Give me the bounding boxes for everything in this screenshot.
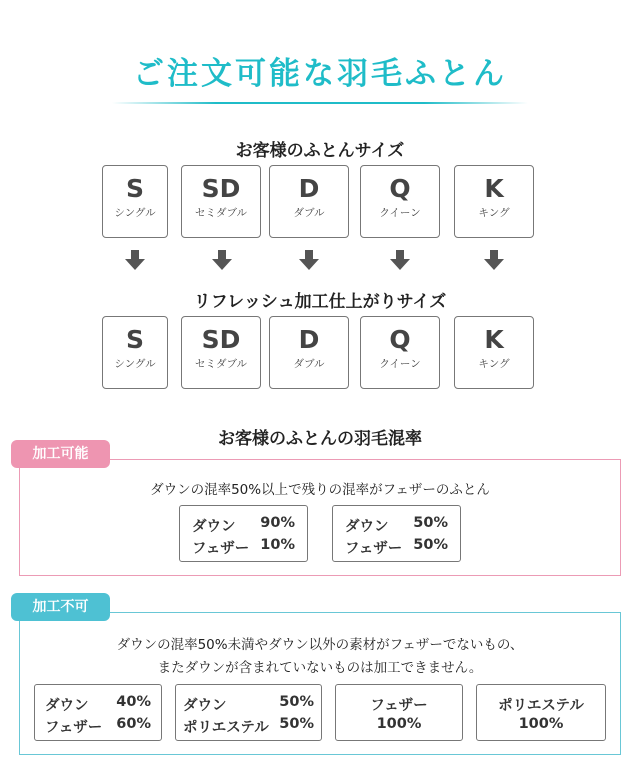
ratio-label: ポリエステル bbox=[183, 720, 269, 736]
ratio-box bbox=[175, 684, 322, 741]
size-code: Q bbox=[389, 325, 411, 354]
ratio-value: 10% bbox=[260, 537, 295, 553]
not-processable-panel bbox=[19, 612, 621, 755]
refresh-size-row bbox=[0, 316, 640, 392]
ratio-label: フェザー bbox=[45, 720, 103, 736]
customer-size-heading: お客様のふとんサイズ bbox=[235, 141, 405, 161]
size-box-s bbox=[102, 165, 168, 238]
size-code: Q bbox=[389, 174, 411, 203]
ratio-label: ポリエステル bbox=[498, 698, 584, 714]
ratio-label: ダウン bbox=[345, 519, 389, 535]
not-processable-tag: 加工不可 bbox=[11, 593, 110, 621]
size-name: セミダブル bbox=[194, 358, 248, 370]
refresh-size-heading: リフレッシュ加工仕上がりサイズ bbox=[193, 292, 447, 312]
ratio-label: フェザー bbox=[345, 541, 403, 557]
size-name: キング bbox=[478, 207, 510, 219]
ratio-value: 40% bbox=[116, 694, 151, 710]
processable-panel bbox=[19, 459, 621, 576]
size-name: ダブル bbox=[293, 207, 325, 219]
down-arrow-icon bbox=[124, 249, 146, 271]
not-processable-description-2: またダウンが含まれていないものは加工できません。 bbox=[157, 660, 483, 676]
down-arrow-icon bbox=[389, 249, 411, 271]
ratio-value: 50% bbox=[279, 716, 314, 732]
ratio-value: 50% bbox=[413, 537, 448, 553]
ratio-box bbox=[179, 505, 308, 562]
ratio-box bbox=[335, 684, 463, 741]
size-code: K bbox=[484, 325, 504, 354]
size-name: クイーン bbox=[379, 207, 421, 219]
size-name: シングル bbox=[114, 207, 156, 219]
ratio-label: ダウン bbox=[45, 698, 89, 714]
ratio-value: 50% bbox=[279, 694, 314, 710]
size-box-s bbox=[102, 316, 168, 389]
size-box-d bbox=[269, 316, 349, 389]
size-box-sd bbox=[181, 316, 261, 389]
size-code: K bbox=[484, 174, 504, 203]
ratio-label: フェザー bbox=[192, 541, 250, 557]
ratio-label: ダウン bbox=[192, 519, 236, 535]
size-box-k bbox=[454, 165, 534, 238]
size-box-sd bbox=[181, 165, 261, 238]
ratio-value: 50% bbox=[413, 515, 448, 531]
ratio-value: 100% bbox=[376, 716, 422, 732]
size-name: クイーン bbox=[379, 358, 421, 370]
size-name: キング bbox=[478, 358, 510, 370]
ratio-label: フェザー bbox=[370, 698, 428, 714]
size-box-d bbox=[269, 165, 349, 238]
size-box-q bbox=[360, 165, 440, 238]
size-box-k bbox=[454, 316, 534, 389]
processable-description: ダウンの混率50%以上で残りの混率がフェザーのふとん bbox=[150, 482, 490, 498]
not-processable-description-1: ダウンの混率50%未満やダウン以外の素材がフェザーでないもの、 bbox=[116, 637, 524, 653]
ratio-value: 90% bbox=[260, 515, 295, 531]
down-ratio-heading: お客様のふとんの羽毛混率 bbox=[218, 429, 422, 449]
processable-tag: 加工可能 bbox=[11, 440, 110, 468]
ratio-label: ダウン bbox=[183, 698, 227, 714]
customer-size-row bbox=[0, 165, 640, 241]
size-code: D bbox=[298, 325, 320, 354]
down-arrow-icon bbox=[298, 249, 320, 271]
down-arrow-icon bbox=[483, 249, 505, 271]
size-name: シングル bbox=[114, 358, 156, 370]
size-code: S bbox=[125, 174, 144, 203]
size-code: D bbox=[298, 174, 320, 203]
size-code: SD bbox=[201, 174, 241, 203]
size-name: ダブル bbox=[293, 358, 325, 370]
ratio-box bbox=[476, 684, 606, 741]
size-box-q bbox=[360, 316, 440, 389]
size-code: S bbox=[125, 325, 144, 354]
down-arrow-icon bbox=[211, 249, 233, 271]
ratio-value: 60% bbox=[116, 716, 151, 732]
ratio-value: 100% bbox=[518, 716, 564, 732]
ratio-box bbox=[34, 684, 162, 741]
ratio-box bbox=[332, 505, 461, 562]
page-title: ご注文可能な羽毛ふとん bbox=[133, 56, 507, 92]
title-underline bbox=[112, 102, 528, 104]
size-name: セミダブル bbox=[194, 207, 248, 219]
size-code: SD bbox=[201, 325, 241, 354]
